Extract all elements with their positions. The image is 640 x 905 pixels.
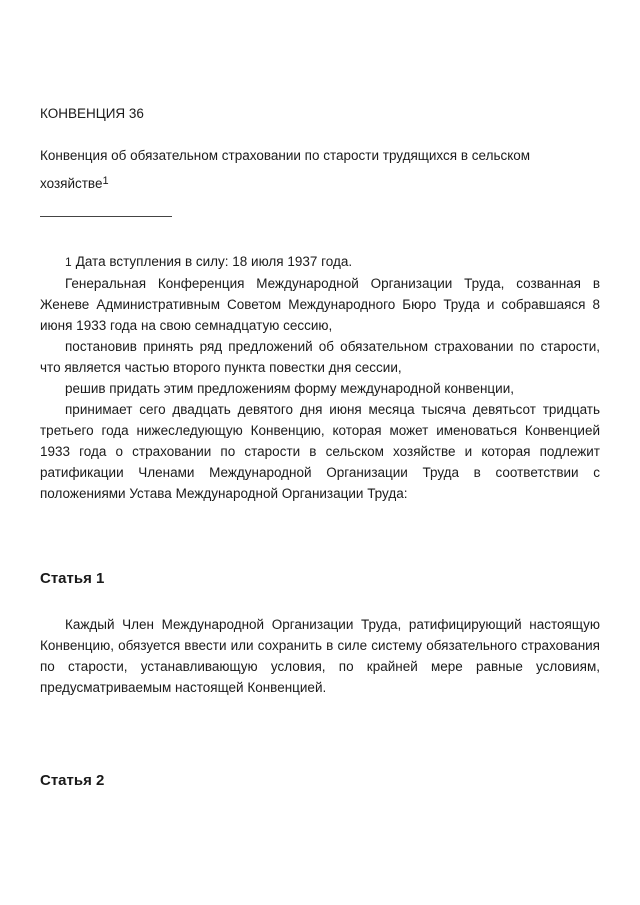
footnote-marker: 1 bbox=[65, 255, 72, 269]
footnote-separator-line bbox=[40, 216, 172, 217]
preamble-paragraph: Генеральная Конференция Международной Организации Труда, созванная в Женеве Административным Советом Международного Бюро Труда и собравшаяся 8 июня 1933 года на свою семнадцатую сессию, bbox=[40, 276, 600, 333]
document-subtitle bbox=[40, 142, 600, 198]
preamble-paragraph: решив придать этим предложениям форму международной конвенции, bbox=[65, 381, 514, 396]
preamble-paragraph: принимает сего двадцать девятого дня июня месяца тысяча девятьсот тридцать третьего года нижеследующую Конвенцию, которая может именоваться Конвенцией 1933 года о страховании по старости в сельском хозяйстве и которая подлежит ратификации Членами Международной Организации Труда в соответствии с положениями Устава Международной Организации Труда: bbox=[40, 402, 600, 501]
article-2-heading: Статья 2 bbox=[40, 772, 105, 789]
article-1-heading: Статья 1 bbox=[40, 570, 105, 587]
footnote bbox=[40, 251, 600, 273]
document-subtitle-text: Конвенция об обязательном страховании по старости трудящихся в сельском хозяйстве bbox=[40, 148, 531, 191]
article-1-body: Каждый Член Международной Организации Труда, ратифицирующий настоящую Конвенцию, обязуется ввести или сохранить в силе систему обязательного страхования по старости, устанавливающую условия, по крайней мере равные условиям, предусматриваемым настоящей Конвенцией. bbox=[40, 617, 600, 695]
footnote-reference-superscript: 1 bbox=[102, 175, 109, 187]
preamble-paragraph: постановив принять ряд предложений об обязательном страховании по старости, что является частью второго пункта повестки дня сессии, bbox=[40, 339, 600, 375]
footnote-text: Дата вступления в силу: 18 июля 1937 года. bbox=[75, 254, 353, 269]
document-title: КОНВЕНЦИЯ 36 bbox=[40, 106, 144, 121]
